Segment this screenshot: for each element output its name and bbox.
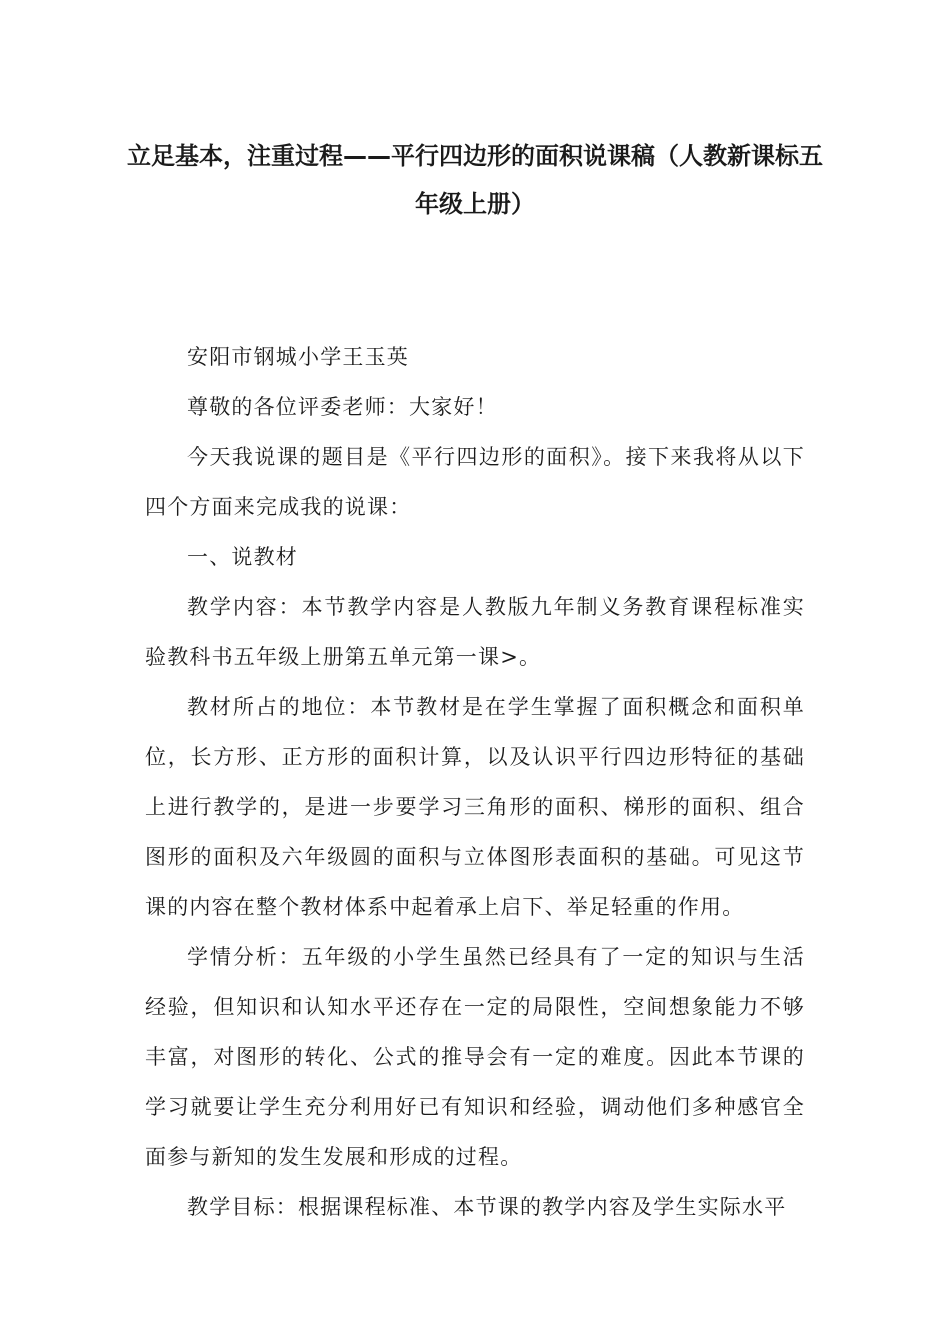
intro-paragraph: 今天我说课的题目是《平行四边形的面积》。接下来我将从以下四个方面来完成我的说课： xyxy=(145,445,805,519)
position-paragraph: 教材所占的地位：本节教材是在学生掌握了面积概念和面积单位，长方形、正方形的面积计算，以及认识平行四边形特征的基础上进行教学的，是进一步要学习三角形的面积、梯形的面积、组合图形的面积及六年级圆的面积与立体图形表面积的基础。可见这节课的内容在整个教材体系中起着承上启下、举足轻重的作用。 xyxy=(145,695,805,919)
greeting-paragraph: 尊敬的各位评委老师：大家好！ xyxy=(187,395,498,419)
document-body xyxy=(145,332,805,1232)
title-line-1: 立足基本，注重过程——平行四边形的面积说课稿（人教新课标五 xyxy=(127,142,823,170)
content-paragraph: 教学内容：本节教学内容是人教版九年制义务教育课程标准实验教科书五年级上册第五单元第一课>。 xyxy=(145,595,805,669)
title-line-2: 年级上册） xyxy=(415,190,535,218)
document-title xyxy=(100,132,850,228)
analysis-paragraph: 学情分析：五年级的小学生虽然已经具有了一定的知识与生活经验，但知识和认知水平还存在一定的局限性，空间想象能力不够丰富，对图形的转化、公式的推导会有一定的难度。因此本节课的学习就要让学生充分利用好已有知识和经验，调动他们多种感官全面参与新知的发生发展和形成的过程。 xyxy=(145,945,805,1169)
section-heading: 一、说教材 xyxy=(187,545,298,569)
objectives-paragraph: 教学目标：根据课程标准、本节课的教学内容及学生实际水平 xyxy=(187,1195,787,1219)
author-line: 安阳市钢城小学王玉英 xyxy=(187,345,409,369)
